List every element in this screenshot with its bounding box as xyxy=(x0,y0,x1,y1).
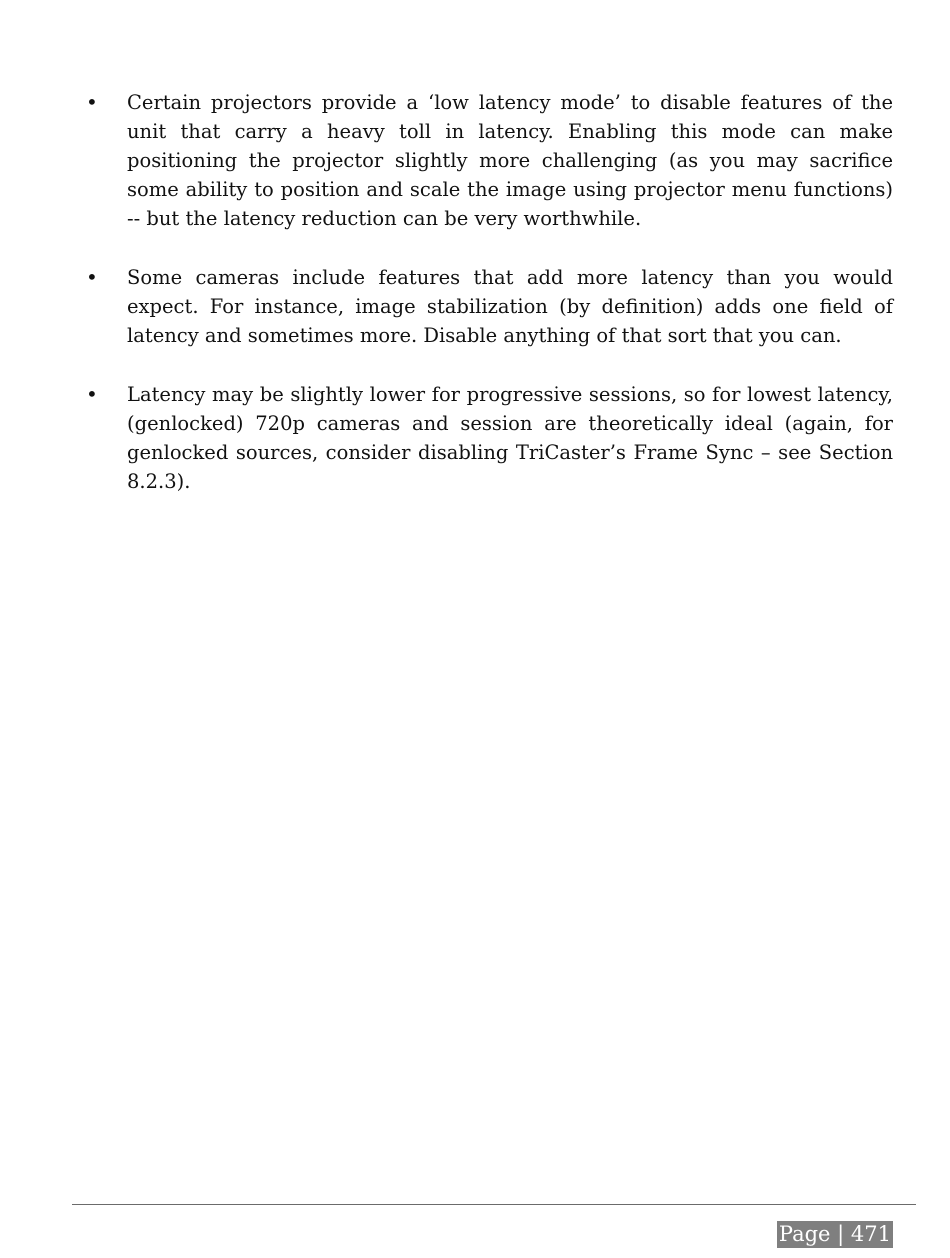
bullet-text: Certain projectors provide a ‘low latency mode’ to disable features of the unit that carry a heavy toll in latency. Enabling this mode can make positioning the projector slightly more challenging (as you may sacrifice some ability to position and scale the image using projector menu functions) -- but the latency reduction can be very worthwhile. xyxy=(127,91,893,230)
footer-divider xyxy=(72,1204,916,1205)
bullet-marker: • xyxy=(86,90,98,114)
bullet-marker: • xyxy=(86,265,98,289)
document-body xyxy=(0,88,950,526)
bullet-item-progressive-sessions xyxy=(0,380,950,496)
bullet-item-low-latency-mode xyxy=(0,88,950,233)
bullet-item-camera-features xyxy=(0,263,950,350)
page-number-label: Page | 471 xyxy=(778,1222,891,1246)
bullet-marker: • xyxy=(86,382,98,406)
bullet-text: Some cameras include features that add more latency than you would expect. For instance, image stabilization (by definition) adds one field of latency and sometimes more. Disable anything of that sort that you can. xyxy=(127,266,893,347)
bullet-text: Latency may be slightly lower for progressive sessions, so for lowest latency, (genlocked) 720p cameras and session are theoretically ideal (again, for genlocked sources, consider disabling TriCaster’s Frame Sync – see Section 8.2.3). xyxy=(127,383,893,493)
